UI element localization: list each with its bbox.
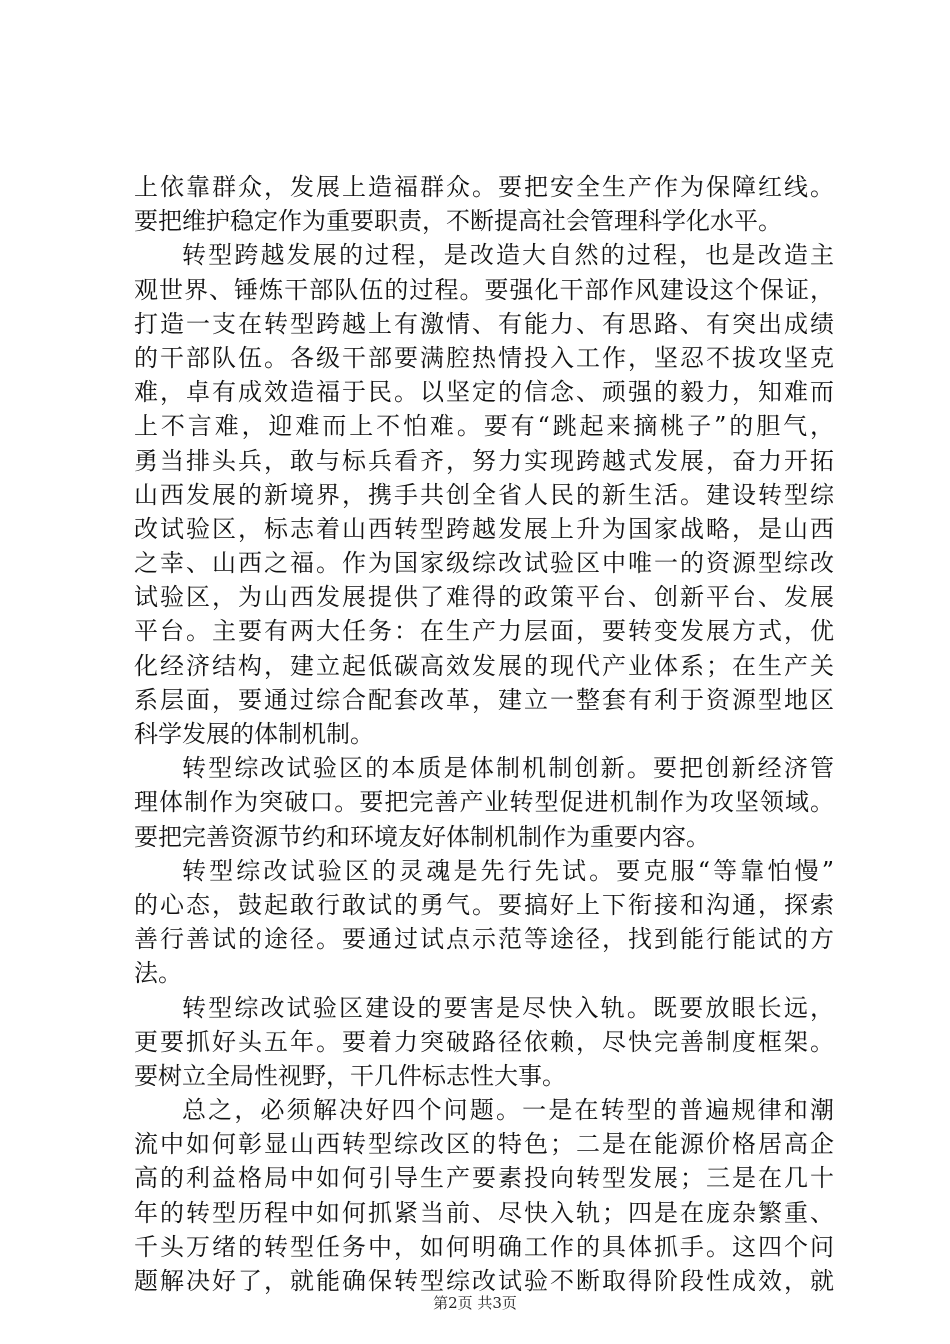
text-line: 之幸、山西之福。作为国家级综改试验区中唯一的资源型综改	[134, 549, 834, 578]
paragraph	[134, 170, 834, 238]
paragraph	[134, 1093, 834, 1298]
text-line: 要把维护稳定作为重要职责，不断提高社会管理科学化水平。	[134, 207, 782, 236]
text-line: 要树立全局性视野，干几件标志性大事。	[134, 1061, 566, 1090]
paragraph	[134, 854, 834, 991]
paragraph	[134, 991, 834, 1094]
text-line: 更要抓好头五年。要着力突破路径依赖，尽快完善制度框架。	[134, 1027, 834, 1056]
text-line: 化经济结构，建立起低碳高效发展的现代产业体系；在生产关	[134, 651, 834, 680]
text-line: 改试验区，标志着山西转型跨越发展上升为国家战略，是山西	[134, 514, 834, 543]
text-line: 高的利益格局中如何引导生产要素投向转型发展；三是在几十	[134, 1164, 834, 1193]
document-body	[134, 170, 834, 1298]
text-line: 打造一支在转型跨越上有激情、有能力、有思路、有突出成绩	[134, 309, 834, 338]
text-line: 山西发展的新境界，携手共创全省人民的新生活。建设转型综	[134, 480, 834, 509]
text-line: 试验区，为山西发展提供了难得的政策平台、创新平台、发展	[134, 583, 834, 612]
text-line: 转型综改试验区建设的要害是尽快入轨。既要放眼长远，	[182, 993, 834, 1022]
text-line: 法。	[134, 959, 182, 988]
text-line: 转型综改试验区的灵魂是先行先试。要克服“等靠怕慢”	[182, 856, 834, 885]
text-line: 难，卓有成效造福于民。以坚定的信念、顽强的毅力，知难而	[134, 378, 834, 407]
text-line: 题解决好了，就能确保转型综改试验不断取得阶段性成效，就	[134, 1267, 834, 1295]
paragraph	[134, 751, 834, 854]
paragraph	[134, 238, 834, 751]
text-line: 的心态，鼓起敢行敢试的勇气。要搞好上下衔接和沟通，探索	[134, 890, 834, 919]
text-line: 系层面，要通过综合配套改革，建立一整套有利于资源型地区	[134, 685, 834, 714]
text-line: 的干部队伍。各级干部要满腔热情投入工作，坚忍不拔攻坚克	[134, 343, 834, 372]
text-line: 科学发展的体制机制。	[134, 720, 374, 748]
text-line: 千头万绪的转型任务中，如何明确工作的具体抓手。这四个问	[134, 1232, 834, 1261]
text-line: 理体制作为突破口。要把完善产业转型促进机制作为攻坚领域。	[134, 788, 834, 817]
text-line: 上依靠群众，发展上造福群众。要把安全生产作为保障红线。	[134, 173, 834, 201]
text-line: 善行善试的途径。要通过试点示范等途径，找到能行能试的方	[134, 925, 834, 954]
text-line: 年的转型历程中如何抓紧当前、尽快入轨；四是在庞杂繁重、	[134, 1198, 834, 1227]
text-line: 要把完善资源节约和环境友好体制机制作为重要内容。	[134, 822, 710, 851]
page-number: 第2页 共3页	[433, 1294, 517, 1312]
text-line: 平台。主要有两大任务：在生产力层面，要转变发展方式，优	[134, 617, 834, 646]
text-line: 勇当排头兵，敢与标兵看齐，努力实现跨越式发展，奋力开拓	[134, 446, 834, 475]
text-line: 转型综改试验区的本质是体制机制创新。要把创新经济管	[182, 754, 834, 783]
text-line: 观世界、锤炼干部队伍的过程。要强化干部作风建设这个保证，	[134, 275, 834, 304]
text-line: 流中如何彰显山西转型综改区的特色；二是在能源价格居高企	[134, 1130, 834, 1159]
text-line: 转型跨越发展的过程，是改造大自然的过程，也是改造主	[182, 241, 834, 270]
text-line: 总之，必须解决好四个问题。一是在转型的普遍规律和潮	[182, 1096, 834, 1125]
text-line: 上不言难，迎难而上不怕难。要有“跳起来摘桃子”的胆气，	[134, 412, 834, 441]
